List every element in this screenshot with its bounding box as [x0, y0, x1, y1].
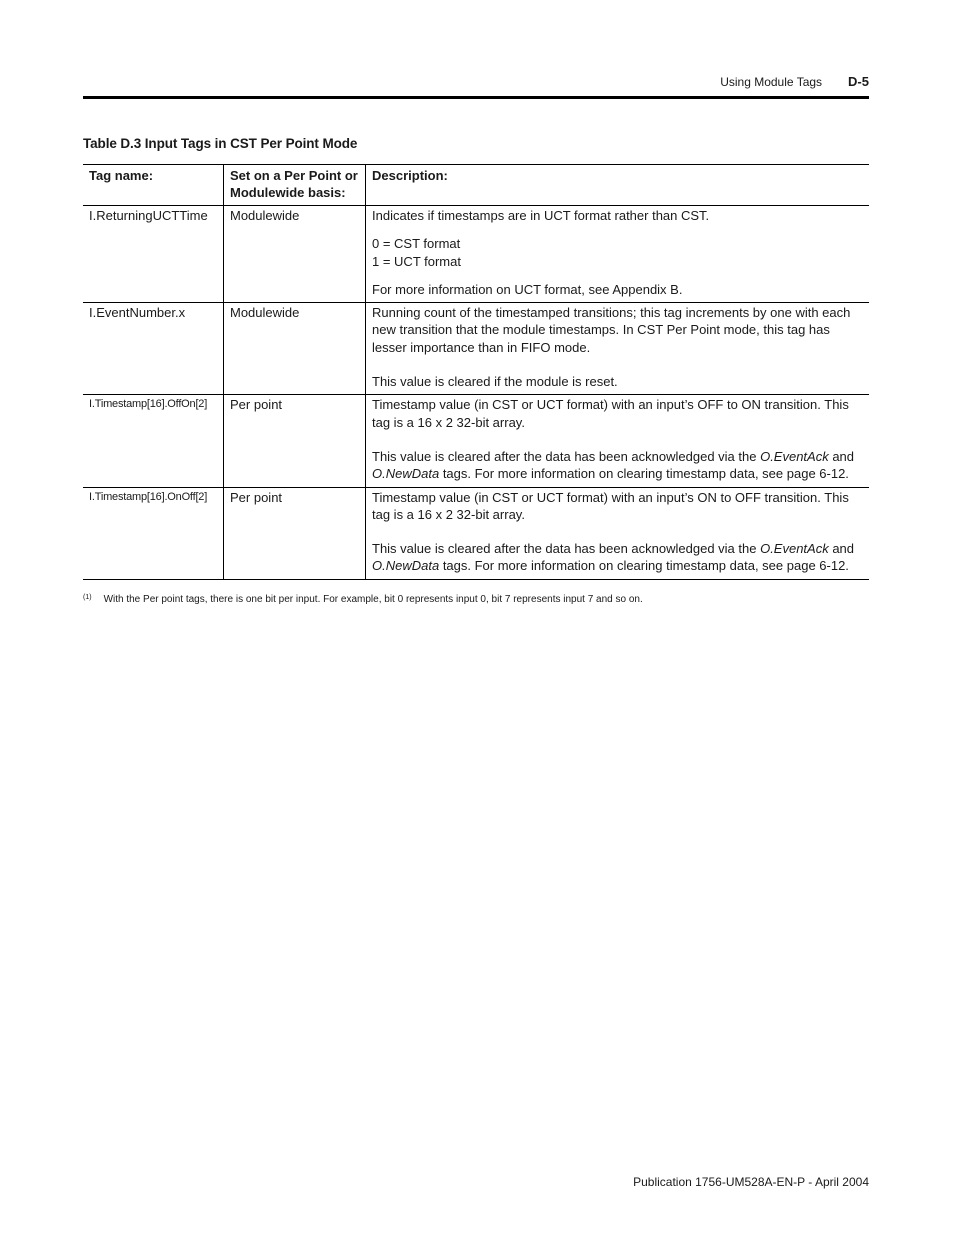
tag-name-cell: I.ReturningUCTTime: [83, 206, 224, 303]
tag-reference: O.EventAck: [760, 448, 829, 464]
description-paragraph: This value is cleared after the data has been acknowledged via the O.EventAck and O.NewData tags. For more information on clearing timestamp data, see page 6-12.: [372, 448, 855, 482]
table-header-row: [83, 165, 869, 206]
page-number: D-5: [848, 74, 869, 89]
description-paragraph: Timestamp value (in CST or UCT format) with an input’s ON to OFF transition. This tag is a 16 x 2 32-bit array.: [372, 489, 849, 522]
description-paragraph: For more information on UCT format, see Appendix B.: [372, 281, 683, 297]
column-header-tag: Tag name:: [83, 165, 224, 206]
table-row: [83, 303, 869, 395]
column-header-description: Description:: [366, 165, 870, 206]
description-paragraph: Indicates if timestamps are in UCT format rather than CST.: [372, 208, 710, 223]
basis-cell: Modulewide: [224, 206, 366, 303]
table-title: Table D.3 Input Tags in CST Per Point Mode: [83, 136, 358, 151]
tag-reference: O.NewData: [372, 558, 440, 574]
basis-cell: Per point: [224, 395, 366, 487]
description-cell: [366, 395, 870, 487]
description-paragraph: This value is cleared if the module is reset.: [372, 374, 618, 390]
description-line: 0 = CST format: [372, 236, 461, 252]
description-paragraph: Running count of the timestamped transitions; this tag increments by one with each new transition that the module timestamps. In CST Per Point mode, this tag has lesser importance than in FIFO mode.: [372, 305, 851, 355]
description-cell: [366, 206, 870, 303]
tag-name-cell: I.EventNumber.x: [83, 303, 224, 395]
table-row: [83, 395, 869, 487]
table-row: [83, 206, 869, 303]
description-cell: [366, 487, 870, 579]
tag-name-cell: I.Timestamp[16].OnOff[2]: [83, 487, 224, 579]
description-line: 1 = UCT format: [372, 253, 461, 269]
table-footnote: [83, 594, 643, 605]
column-header-basis: Set on a Per Point or Modulewide basis:: [224, 165, 366, 206]
tag-reference: O.NewData: [372, 466, 440, 482]
footnote-text: With the Per point tags, there is one bit per input. For example, bit 0 represents input 0, bit 7 represents input 7 and so on.: [103, 594, 643, 605]
description-paragraph: This value is cleared after the data has been acknowledged via the O.EventAck and O.NewData tags. For more information on clearing timestamp data, see page 6-12.: [372, 541, 855, 574]
input-tags-table: [83, 164, 869, 580]
publication-footer: Publication 1756-UM528A-EN-P - April 2004: [633, 1175, 869, 1189]
section-title: Using Module Tags: [720, 75, 823, 89]
running-head: [720, 74, 869, 89]
description-cell: [366, 303, 870, 395]
basis-cell: Per point: [224, 487, 366, 579]
tag-reference: O.EventAck: [760, 541, 829, 557]
header-rule: [83, 96, 869, 99]
footnote-marker: (1): [83, 594, 92, 601]
description-paragraph: Timestamp value (in CST or UCT format) with an input’s OFF to ON transition. This tag is a 16 x 2 32-bit array.: [372, 397, 849, 430]
basis-cell: Modulewide: [224, 303, 366, 395]
table-row: [83, 487, 869, 579]
tag-name-cell: I.Timestamp[16].OffOn[2]: [83, 395, 224, 487]
